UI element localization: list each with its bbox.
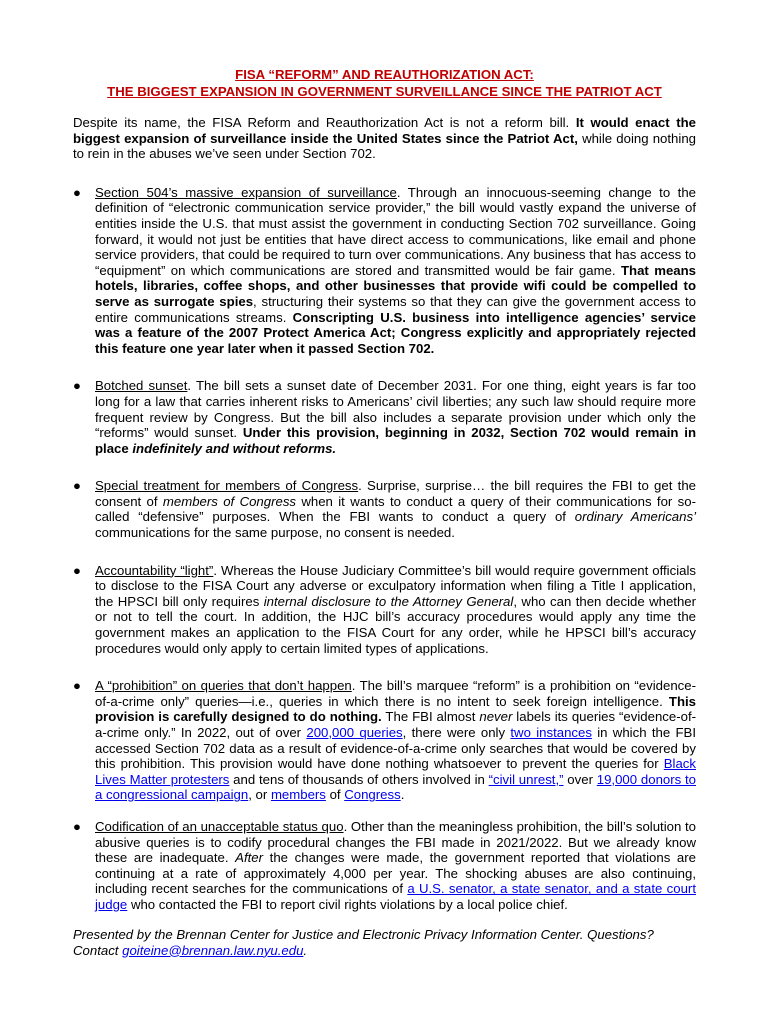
document-title bbox=[73, 66, 696, 100]
bullet-item-codification: ● Codification of an unacceptable status quo. Other than the meaningless prohibition, the bill’s solution to abusive queries is to codify procedural changes the FBI made in 2021/2022. But we already know these are inadequate. After the changes were made, the government reported that violations are continuing at a rate of approximately 4,000 per year. The shocking abuses are also continuing, including recent searches for the communications of a U.S. senator, a state senator, and a state court judge who contacted the FBI to report civil rights violations by a local police chief. bbox=[73, 818, 696, 912]
link-congress[interactable]: Congress bbox=[344, 787, 401, 803]
link-blm-protesters[interactable]: Black Lives Matter protesters bbox=[95, 756, 696, 787]
bullet-marker: ● bbox=[73, 562, 81, 578]
bullet-item-accountability: ● Accountability “light”. Whereas the House Judiciary Committee’s bill would require government officials to disclose to the FISA Court any adverse or exculpatory information when filing a Title I application, the HPSCI bill only requires internal disclosure to the Attorney General, who can then decide whether or not to tell the court. In addition, the HJC bill’s accuracy procedures would apply any time the government makes an application to the FISA Court for any order, while he HPSCI bill’s accuracy procedures would only apply to certain limited types of applications. bbox=[73, 562, 697, 656]
bullet-list bbox=[73, 185, 696, 913]
bullet-heading: A “prohibition” on queries that don’t happen bbox=[95, 678, 352, 694]
link-two-instances[interactable]: two instances bbox=[510, 725, 592, 740]
title-line-2: THE BIGGEST EXPANSION IN GOVERNMENT SURVEILLANCE SINCE THE PATRIOT ACT bbox=[107, 84, 662, 99]
bullet-item-prohibition: ● A “prohibition” on queries that don’t happen. The bill’s marquee “reform” is a prohibition on “evidence-of-a-crime only” queries—i.e., queries in which there is no intent to seek foreign intelligence. This provision is carefully designed to do nothing. The FBI almost never labels its queries “evidence-of-a-crime only.” In 2022, out of over 200,000 queries, there were only two instances in which the FBI accessed Section 702 data as a result of evidence-of-a-crime only searches that would be covered by this prohibition. This provision would have done nothing whatsoever to prevent the queries for Black Lives Matter protesters and tens of thousands of others involved in “civil unrest,” over 19,000 donors to a congressional campaign, or members of Congress. bbox=[73, 678, 697, 803]
bullet-heading: Special treatment for members of Congress bbox=[95, 478, 359, 494]
bullet-heading: Section 504’s massive expansion of surveillance bbox=[95, 184, 397, 200]
link-members[interactable]: members bbox=[270, 787, 326, 803]
bullet-item-section-504: ● Section 504’s massive expansion of surveillance. Through an innocuous-seeming change to the definition of “electronic communication service provider,” the bill would vastly expand the universe of entities inside the U.S. that must assist the government in conducting Section 702 surveillance. Going forward, it would not just be entities that have direct access to communications, like email and phone service providers, that could be required to turn over communications. Any business that has access to “equipment” on which communications are stored and transmitted would be fair game. That means hotels, libraries, coffee shops, and other businesses that provide wifi could be compelled to serve as surrogate spies, structuring their systems so that they can give the government access to entire communications streams. Conscripting U.S. business into intelligence agencies’ service was a feature of the 2007 Protect America Act; Congress explicitly and appropriately rejected this feature one year later when it passed Section 702. bbox=[73, 184, 697, 356]
link-senator-judge[interactable]: a U.S. senator, a state senator, and a state court judge bbox=[95, 881, 696, 912]
document-page bbox=[73, 66, 696, 972]
bullet-heading: Botched sunset bbox=[95, 378, 188, 394]
bullet-marker: ● bbox=[73, 478, 81, 494]
bullet-item-congress: ● Special treatment for members of Congress. Surprise, surprise… the bill requires the FBI to get the consent of members of Congress when it wants to conduct a query of their communications for so-called “defensive” purposes. When the FBI wants to conduct a query of ordinary Americans’ communications for the same purpose, no consent is needed. bbox=[73, 478, 697, 541]
title-line-1: FISA “REFORM” AND REAUTHORIZATION ACT: bbox=[235, 67, 534, 82]
bullet-marker: ● bbox=[73, 378, 81, 394]
link-civil-unrest[interactable]: “civil unrest,” bbox=[488, 771, 564, 787]
footer-note: Presented by the Brennan Center for Justice and Electronic Privacy Information Center. Questions? Contact goiteine@brennan.law.nyu.edu. bbox=[73, 926, 654, 958]
intro-paragraph: Despite its name, the FISA Reform and Reauthorization Act is not a reform bill. It would enact the biggest expansion of surveillance inside the United States since the Patriot Act, while doing nothing to rein in the abuses we’ve seen under Section 702. bbox=[73, 115, 696, 162]
bullet-heading: Codification of an unacceptable status quo bbox=[95, 818, 344, 834]
bullet-marker: ● bbox=[73, 678, 81, 694]
link-200000-queries[interactable]: 200,000 queries bbox=[306, 725, 403, 740]
contact-email-link[interactable]: goiteine@brennan.law.nyu.edu bbox=[122, 942, 304, 958]
bullet-marker: ● bbox=[73, 818, 81, 834]
link-donors[interactable]: 19,000 donors to a congressional campaign bbox=[95, 771, 697, 803]
bullet-heading: Accountability “light” bbox=[95, 562, 214, 578]
bullet-item-botched-sunset: ● Botched sunset. The bill sets a sunset date of December 2031. For one thing, eight years is far too long for a law that carries inherent risks to Americans’ civil liberties; any such law should require more frequent review by Congress. But the bill also includes a separate provision under which only the “reforms” would sunset. Under this provision, beginning in 2032, Section 702 would remain in place indefinitely and without reforms. bbox=[73, 378, 696, 456]
bullet-marker: ● bbox=[73, 184, 81, 200]
